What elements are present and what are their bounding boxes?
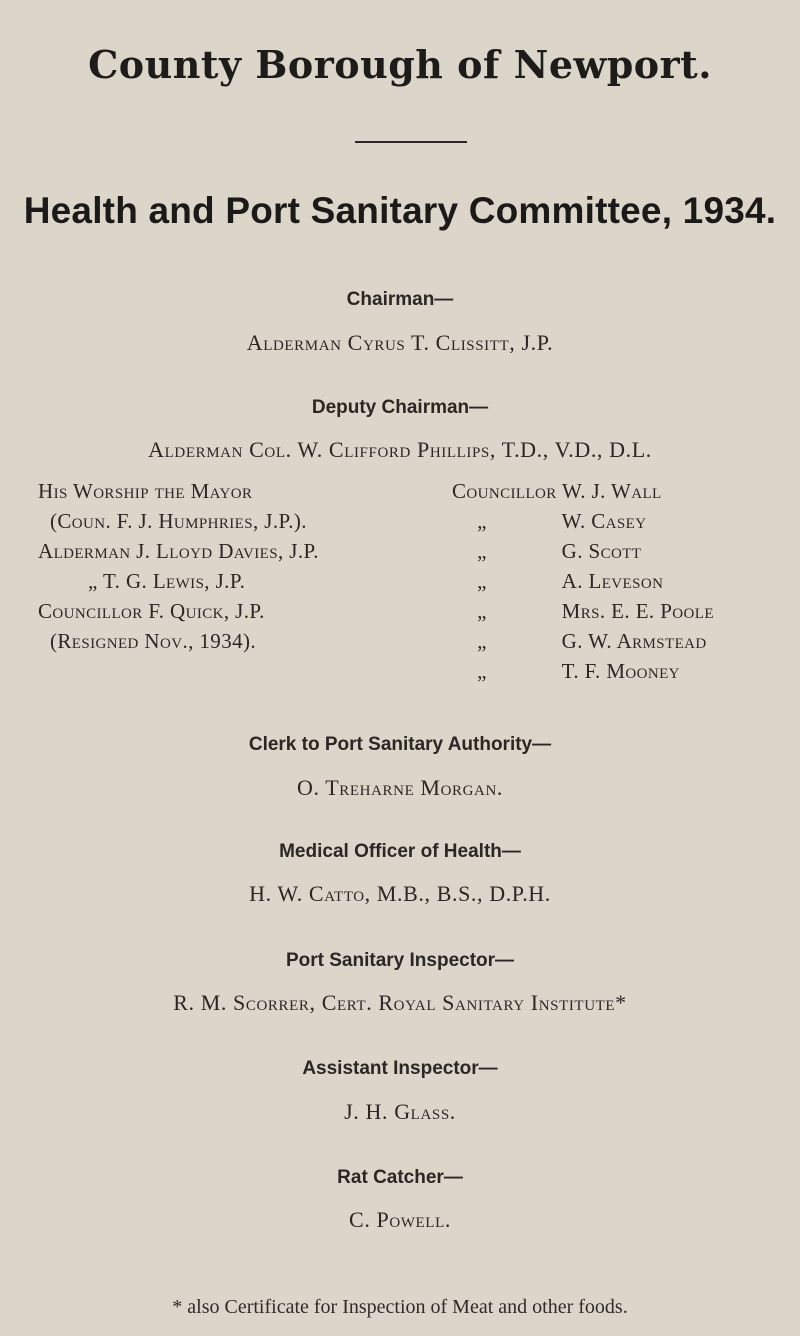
member-left: Alderman J. Lloyd Davies, J.P.: [38, 539, 319, 563]
councillor-prefix: Councillor: [452, 479, 557, 503]
deputy-chairman-name: Alderman Col. W. Clifford Phillips, T.D., V.D., D.L.: [148, 437, 652, 462]
rat-catcher-name: C. Powell.: [349, 1207, 451, 1232]
members-left-column: [38, 476, 319, 656]
member-name: T. F. Mooney: [561, 659, 680, 683]
assistant-inspector-name: J. H. Glass.: [344, 1099, 456, 1124]
member-left: (Coun. F. J. Humphries, J.P.).: [50, 509, 307, 533]
member-left: (Resigned Nov., 1934).: [50, 629, 257, 653]
member-name: Mrs. E. E. Poole: [561, 599, 714, 623]
member-right: [452, 536, 714, 566]
port-inspector-name: R. M. Scorrer, Cert. Royal Sanitary Institute*: [173, 990, 627, 1015]
member-left: His Worship the Mayor: [38, 479, 253, 503]
chairman-heading: Chairman—: [346, 289, 454, 310]
ditto-mark: „: [477, 659, 487, 683]
ditto-mark: „: [477, 539, 487, 563]
member-left: „ T. G. Lewis, J.P.: [88, 569, 246, 593]
chairman-name: Alderman Cyrus T. Clissitt, J.P.: [246, 330, 554, 355]
member-name: W. J. Wall: [561, 479, 662, 503]
medical-officer-heading: Medical Officer of Health—: [279, 841, 521, 862]
member-right: [452, 506, 714, 536]
member-right: [452, 476, 714, 506]
member-name: G. Scott: [561, 539, 642, 563]
clerk-name: O. Treharne Morgan.: [296, 775, 504, 800]
committee-title: Health and Port Sanitary Committee, 1934.: [23, 190, 777, 231]
member-right: [452, 656, 714, 686]
member-name: G. W. Armstead: [561, 629, 707, 653]
ditto-mark: „: [477, 569, 487, 593]
members-right-column: [452, 476, 714, 686]
member-right: [452, 596, 714, 626]
rat-catcher-heading: Rat Catcher—: [337, 1167, 463, 1188]
assistant-inspector-heading: Assistant Inspector—: [302, 1058, 498, 1079]
medical-officer-name: H. W. Catto, M.B., B.S., D.P.H.: [249, 881, 551, 906]
ditto-mark: „: [477, 599, 487, 623]
ditto-mark: „: [477, 509, 487, 533]
port-inspector-heading: Port Sanitary Inspector—: [285, 950, 515, 971]
member-name: A. Leveson: [561, 569, 664, 593]
title-divider: [355, 141, 467, 143]
footnote: * also Certificate for Inspection of Meat and other foods.: [172, 1296, 628, 1318]
member-right: [452, 566, 714, 596]
borough-title: County Borough of Newport.: [88, 42, 712, 87]
ditto-mark: „: [477, 629, 487, 653]
deputy-chairman-heading: Deputy Chairman—: [311, 397, 489, 418]
member-name: W. Casey: [561, 509, 647, 533]
member-left: Councillor F. Quick, J.P.: [38, 599, 265, 623]
clerk-heading: Clerk to Port Sanitary Authority—: [248, 734, 552, 755]
member-right: [452, 626, 714, 656]
